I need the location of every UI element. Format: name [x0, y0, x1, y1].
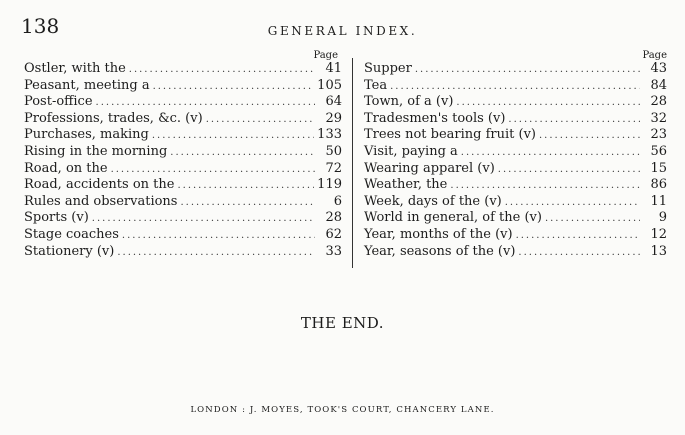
dot-leader — [461, 145, 640, 162]
index-entry — [364, 127, 667, 144]
index-entry-page-number: 9 — [658, 210, 667, 226]
index-column-right — [364, 50, 667, 260]
index-entry-label: Professions, trades, &c. (v) — [24, 110, 203, 126]
index-entry-label: Week, days of the (v) — [364, 193, 502, 209]
index-entry — [24, 127, 342, 144]
index-entry-list — [24, 61, 342, 260]
index-entry-label: Town, of a (v) — [364, 94, 454, 110]
index-entry-page-number: 119 — [317, 177, 342, 193]
index-entry-page-number: 23 — [650, 127, 667, 143]
index-entry — [364, 94, 667, 111]
index-entry-page-number: 84 — [650, 77, 667, 93]
index-entry — [24, 194, 342, 211]
dot-leader — [153, 79, 315, 96]
index-entry-label: World in general, of the (v) — [364, 210, 542, 226]
index-entry-label: Tradesmen's tools (v) — [364, 110, 506, 126]
index-entry-page-number: 13 — [650, 243, 667, 259]
index-entry-page-number: 15 — [650, 160, 667, 176]
dot-leader — [180, 195, 315, 212]
index-entry — [24, 78, 342, 95]
index-entry-page-number: 43 — [650, 61, 667, 76]
index-entry-label: Year, months of the (v) — [364, 226, 513, 242]
dot-leader — [111, 162, 315, 179]
index-entry — [364, 177, 667, 194]
dot-leader — [177, 178, 314, 195]
index-entry-label: Post-office — [24, 94, 93, 110]
index-entry-page-number: 86 — [650, 177, 667, 193]
index-entry-label: Purchases, making — [24, 127, 149, 143]
index-entry — [364, 111, 667, 128]
dot-leader — [505, 195, 640, 212]
index-column-left — [24, 50, 342, 260]
index-entry-label: Peasant, meeting a — [24, 77, 150, 93]
index-entry-label: Stage coaches — [24, 226, 119, 242]
index-entry-page-number: 33 — [325, 243, 342, 259]
index-entry — [364, 144, 667, 161]
index-entry — [24, 177, 342, 194]
dot-leader — [518, 245, 640, 262]
dot-leader — [390, 79, 640, 96]
index-entry-page-number: 50 — [325, 143, 342, 159]
index-entry — [364, 244, 667, 261]
index-entry-page-number: 28 — [325, 210, 342, 226]
column-divider — [352, 58, 353, 268]
printer-imprint: LONDON : J. MOYES, TOOK'S COURT, CHANCERY LANE. — [190, 405, 495, 415]
index-entry-label: Wearing apparel (v) — [364, 160, 495, 176]
dot-leader — [508, 112, 640, 129]
index-entry-page-number: 28 — [650, 94, 667, 110]
index-entry — [24, 94, 342, 111]
dot-leader — [152, 128, 314, 145]
index-entry-page-number: 62 — [325, 226, 342, 242]
index-entry — [364, 61, 667, 78]
index-entry — [364, 161, 667, 178]
index-entry-label: Road, on the — [24, 160, 108, 176]
index-entry-label: Tea — [364, 77, 388, 93]
dot-leader — [170, 145, 315, 162]
page-column-heading: Page — [642, 50, 667, 61]
index-entry-label: Rising in the morning — [24, 143, 168, 159]
index-entry-label: Weather, the — [364, 177, 448, 193]
index-entry — [24, 227, 342, 244]
dot-leader — [516, 228, 640, 245]
index-entry — [364, 210, 667, 227]
index-entry-page-number: 105 — [317, 77, 342, 93]
index-entry-list — [364, 61, 667, 260]
index-entry-label: Stationery (v) — [24, 243, 115, 259]
dot-leader — [92, 211, 315, 228]
index-entry — [364, 78, 667, 95]
index-entry — [364, 194, 667, 211]
index-entry-page-number: 64 — [325, 94, 342, 110]
dot-leader — [456, 95, 640, 112]
page-number: 138 — [21, 14, 60, 38]
index-entry-page-number: 41 — [325, 61, 342, 76]
index-entry — [24, 161, 342, 178]
index-entry — [24, 144, 342, 161]
dot-leader — [206, 112, 315, 129]
index-entry-page-number: 32 — [650, 110, 667, 126]
index-entry — [24, 244, 342, 261]
index-entry — [364, 227, 667, 244]
dot-leader — [117, 245, 315, 262]
index-entry — [24, 111, 342, 128]
index-entry-page-number: 133 — [317, 127, 342, 143]
index-entry-page-number: 6 — [333, 193, 342, 209]
dot-leader — [129, 62, 315, 79]
dot-leader — [122, 228, 315, 245]
running-head: GENERAL INDEX. — [267, 24, 418, 38]
dot-leader — [96, 95, 315, 112]
dot-leader — [545, 211, 640, 228]
index-entry-label: Year, seasons of the (v) — [364, 243, 516, 259]
index-entry-label: Visit, paying a — [364, 143, 458, 159]
index-entry — [24, 210, 342, 227]
index-entry-page-number: 72 — [325, 160, 342, 176]
index-entry-label: Supper — [364, 61, 412, 76]
index-entry-page-number: 12 — [650, 226, 667, 242]
dot-leader — [539, 128, 640, 145]
index-entry-page-number: 29 — [325, 110, 342, 126]
page-column-heading: Page — [313, 50, 338, 61]
index-entry-page-number: 56 — [650, 143, 667, 159]
the-end-heading: THE END. — [300, 314, 385, 332]
index-entry-page-number: 11 — [650, 193, 667, 209]
dot-leader — [450, 178, 640, 195]
index-entry-label: Road, accidents on the — [24, 177, 175, 193]
index-entry-label: Sports (v) — [24, 210, 89, 226]
index-entry — [24, 61, 342, 78]
index-entry-label: Rules and observations — [24, 193, 178, 209]
dot-leader — [415, 62, 640, 79]
index-entry-label: Ostler, with the — [24, 61, 126, 76]
index-entry-label: Trees not bearing fruit (v) — [364, 127, 536, 143]
dot-leader — [498, 162, 640, 179]
